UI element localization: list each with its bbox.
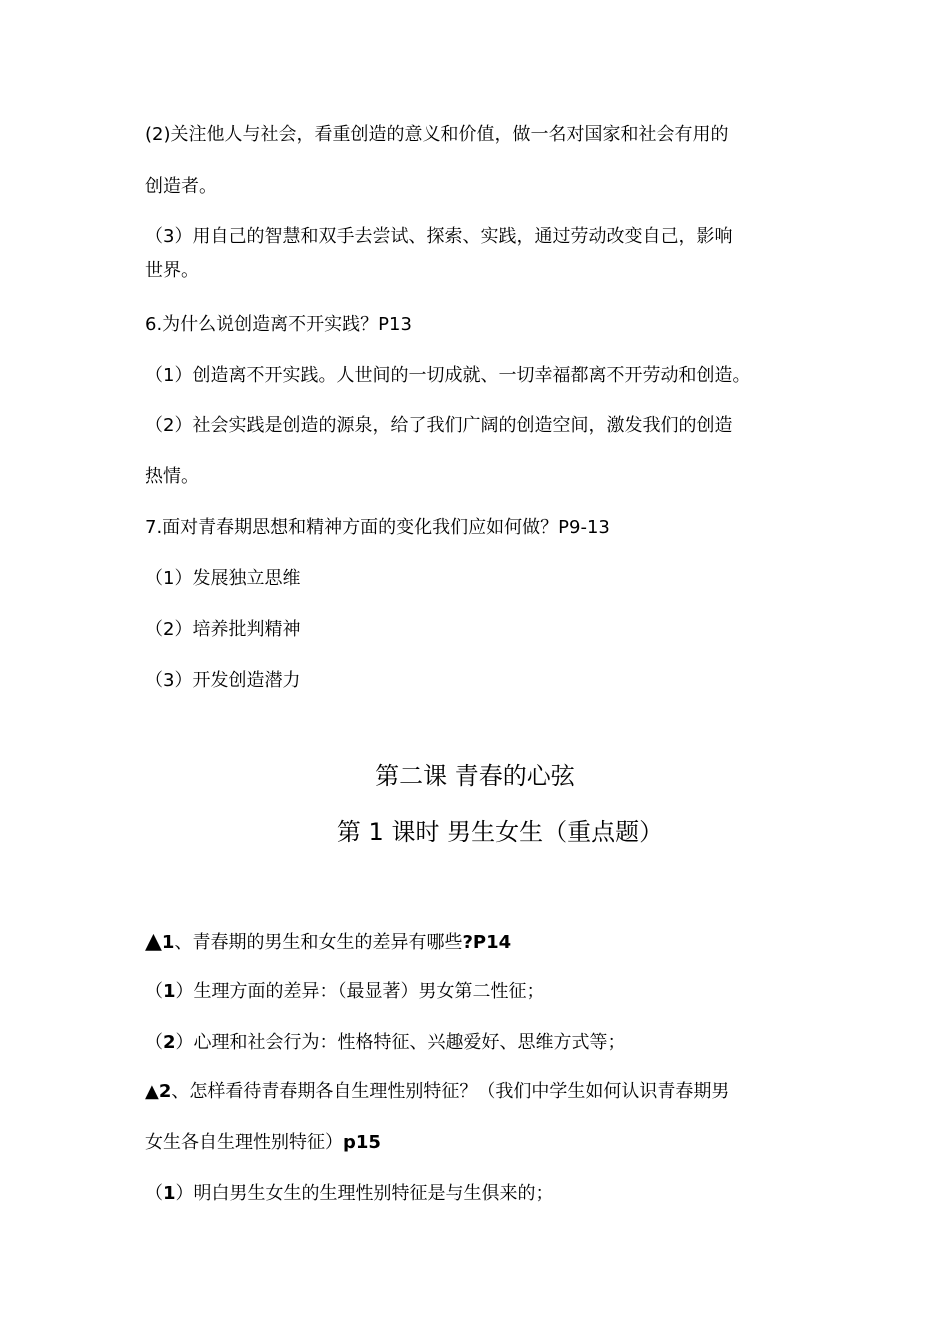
answer-open-paren: （ xyxy=(145,981,163,1002)
answer-text: ）生理方面的差异：（最显著）男女第二性征； xyxy=(175,981,545,1002)
paragraph-2-line-2: 创造者。 xyxy=(145,176,217,197)
question-1-answer-1 xyxy=(145,980,545,1004)
question-1-number: 1 xyxy=(161,932,175,953)
answer-number: 1 xyxy=(163,981,176,1002)
paragraph-3-line-1: （3）用自己的智慧和双手去尝试、探索、实践，通过劳动改变自己，影响 xyxy=(145,226,733,247)
answer-open-paren: （ xyxy=(145,1032,163,1053)
answer-open-paren: （ xyxy=(145,1183,163,1204)
lesson-title: 第二课 青春的心弦 xyxy=(375,762,575,790)
triangle-icon: ▲ xyxy=(145,929,162,954)
answer-number: 1 xyxy=(163,1183,176,1204)
question-6-answer-2-line-1: （2）社会实践是创造的源泉，给了我们广阔的创造空间，激发我们的创造 xyxy=(145,415,733,436)
question-2-mark: ▲2 xyxy=(145,1081,172,1102)
question-6-answer-2-line-2: 热情。 xyxy=(145,466,199,487)
question-2-text-continued: 女生各自生理性别特征） xyxy=(145,1132,343,1153)
question-1-page-ref: ?P14 xyxy=(462,932,512,953)
question-7: 7.面对青春期思想和精神方面的变化我们应如何做？P9-13 xyxy=(145,517,610,538)
question-1 xyxy=(145,930,511,955)
paragraph-3-line-2: 世界。 xyxy=(145,260,199,281)
answer-text: ）明白男生女生的生理性别特征是与生俱来的； xyxy=(175,1183,554,1204)
paragraph-2-line-1: (2)关注他人与社会，看重创造的意义和价值，做一名对国家和社会有用的 xyxy=(145,124,729,145)
question-1-answer-2 xyxy=(145,1031,626,1055)
question-6: 6.为什么说创造离不开实践？P13 xyxy=(145,314,412,335)
question-1-text: 、青春期的男生和女生的差异有哪些 xyxy=(174,932,463,953)
question-2-page-ref: p15 xyxy=(343,1132,381,1153)
answer-text: ）心理和社会行为：性格特征、兴趣爱好、思维方式等； xyxy=(175,1032,626,1053)
question-7-answer-1: （1）发展独立思维 xyxy=(145,568,301,589)
question-7-answer-3: （3）开发创造潜力 xyxy=(145,670,301,691)
question-2-line-1 xyxy=(145,1080,729,1104)
question-2-answer-1 xyxy=(145,1182,554,1206)
question-2-text: 、怎样看待青春期各自生理性别特征？（我们中学生如何认识青春期男 xyxy=(171,1081,730,1102)
answer-number: 2 xyxy=(163,1032,176,1053)
lesson-subtitle: 第 1 课时 男生女生（重点题） xyxy=(336,818,664,846)
question-7-answer-2: （2）培养批判精神 xyxy=(145,619,301,640)
question-2-line-2 xyxy=(145,1131,381,1155)
question-6-answer-1: （1）创造离不开实践。人世间的一切成就、一切幸福都离不开劳动和创造。 xyxy=(145,365,751,386)
